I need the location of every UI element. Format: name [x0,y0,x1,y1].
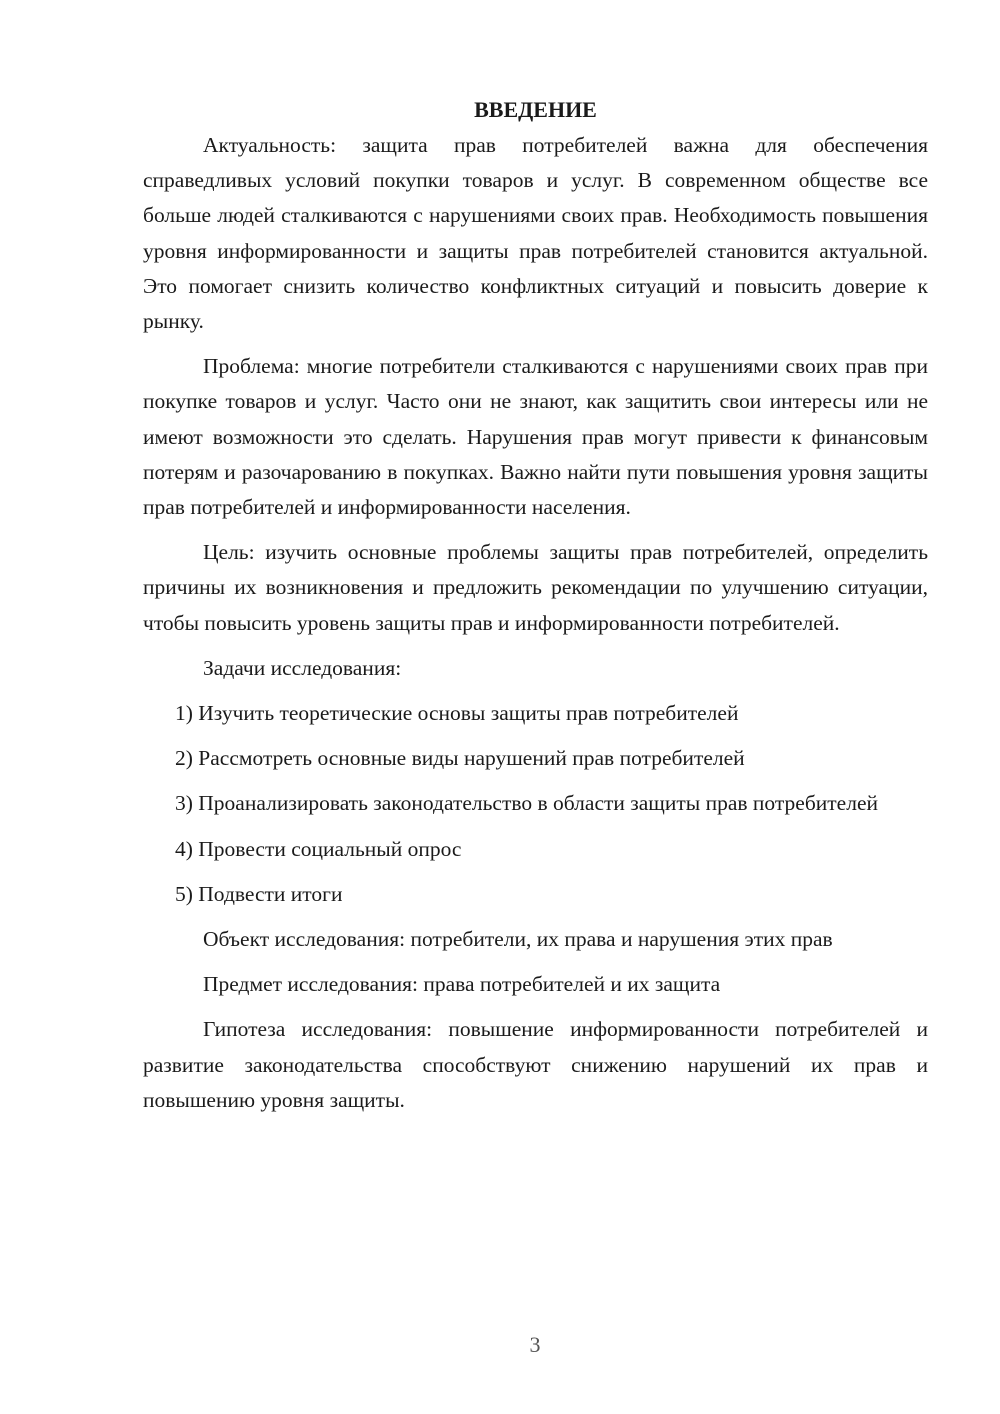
task-item-4: 4) Провести социальный опрос [175,836,462,861]
document-page [143,92,928,1118]
task-item-2: 2) Рассмотреть основные виды нарушений прав потребителей [175,746,745,771]
paragraph-relevance: Актуальность: защита прав потребителей важна для обеспечения справедливых условий покупки товаров и услуг. В современном обществе все больше людей сталкиваются с нарушениями своих прав. Необходимость повышения уровня информированности и защиты прав потребителей становится актуальной. Это помогает снизить количество конфликтных ситуаций и повысить доверие к рынку. [143,133,928,334]
research-object: Объект исследования: потребители, их права и нарушения этих прав [203,927,833,952]
task-item-3: 3) Проанализировать законодательство в области защиты прав потребителей [175,791,878,816]
research-hypothesis: Гипотеза исследования: повышение информированности потребителей и развитие законодательства способствуют снижению нарушений их прав и повышению уровня защиты. [143,1017,928,1112]
page-number: 3 [529,1332,541,1357]
section-title: ВВЕДЕНИЕ [474,97,597,122]
task-item-5: 5) Подвести итоги [175,881,343,906]
paragraph-problem: Проблема: многие потребители сталкиваются с нарушениями своих прав при покупке товаров и услуг. Часто они не знают, как защитить свои интересы или не имеют возможности это сделать. Нарушения прав могут привести к финансовым потерям и разочарованию в покупках. Важно найти пути повышения уровня защиты прав потребителей и информированности населения. [143,354,928,520]
task-item-1: 1) Изучить теоретические основы защиты прав потребителей [175,701,739,726]
research-subject: Предмет исследования: права потребителей и их защита [203,972,721,997]
tasks-heading: Задачи исследования: [203,655,402,680]
paragraph-goal: Цель: изучить основные проблемы защиты прав потребителей, определить причины их возникновения и предложить рекомендации по улучшению ситуации, чтобы повысить уровень защиты прав и информированности потребителей. [143,540,928,635]
